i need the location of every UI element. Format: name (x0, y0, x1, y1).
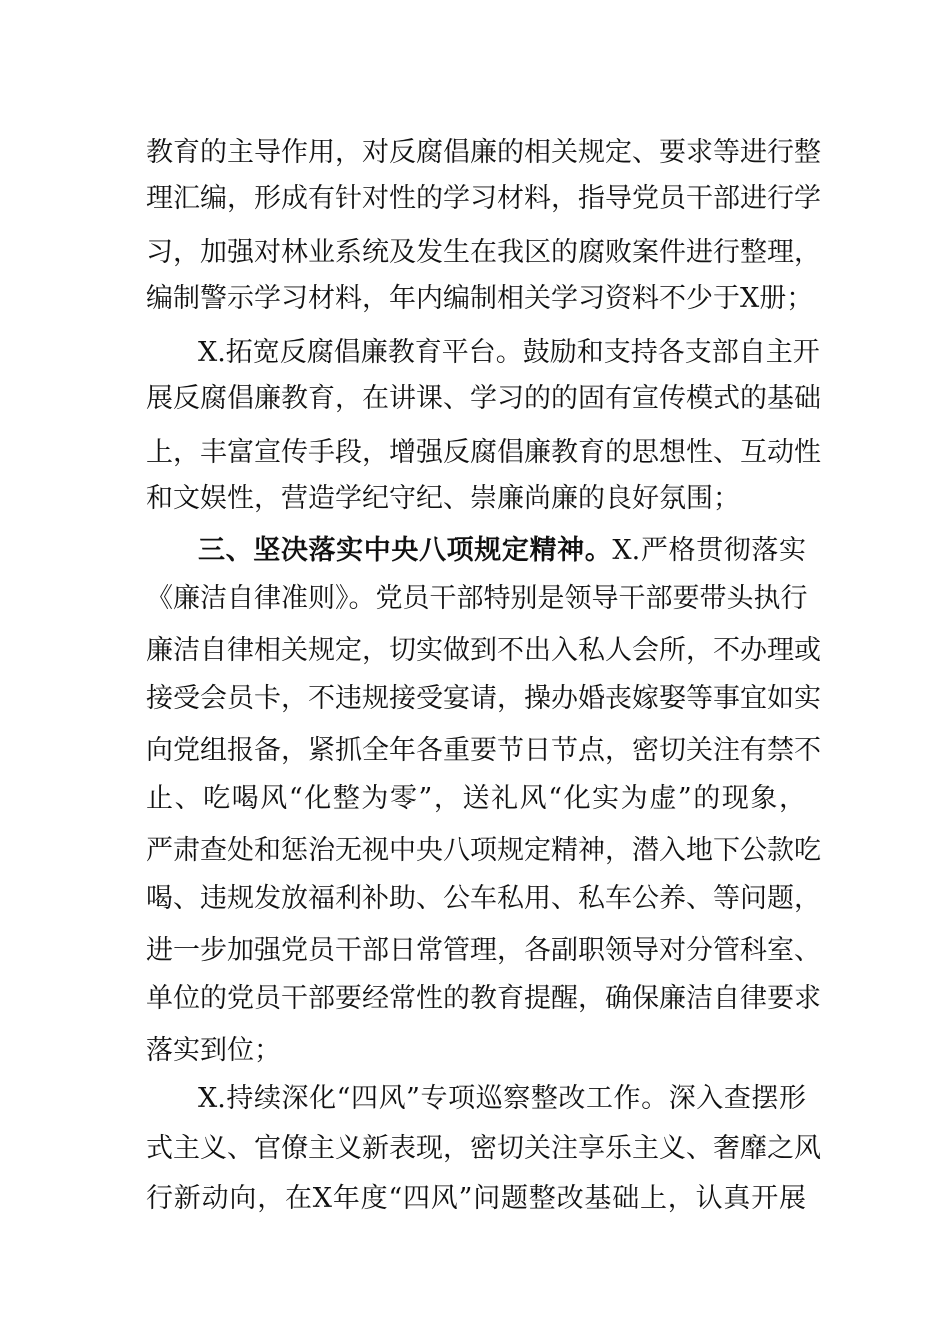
text-line: 止、吃喝风“化整为零”，送礼风“化实为虚”的现象， (146, 783, 806, 814)
text-line: 式主义、官僚主义新表现，密切关注享乐主义、奢靡之风 (146, 1133, 821, 1164)
text-line: 单位的党员干部要经常性的教育提醒，确保廉洁自律要求 (146, 983, 821, 1014)
text-line: 《廉洁自律准则》。党员干部特别是领导干部要带头执行 (146, 583, 808, 614)
text-line: 落实到位； (146, 1035, 281, 1066)
section-heading-line (198, 526, 806, 576)
section-heading: 三、坚决落实中央八项规定精神。 (198, 535, 613, 566)
text-line: 上，丰富宣传手段，增强反腐倡廉教育的思想性、互动性 (146, 437, 821, 468)
text-line: 理汇编，形成有针对性的学习材料，指导党员干部进行学 (146, 183, 821, 214)
text-line: 教育的主导作用，对反腐倡廉的相关规定、要求等进行整 (146, 137, 821, 168)
text-line: 和文娱性，营造学纪守纪、崇廉尚廉的良好氛围； (146, 483, 740, 514)
text-line: 展反腐倡廉教育，在讲课、学习的的固有宣传模式的基础 (146, 383, 821, 414)
text-line: X.持续深化“四风”专项巡察整改工作。深入查摆形 (198, 1083, 806, 1114)
text-line: X.拓宽反腐倡廉教育平台。鼓励和支持各支部自主开 (198, 337, 820, 368)
text-line: 向党组报备，紧抓全年各重要节日节点，密切关注有禁不 (146, 735, 821, 766)
text-line: 习，加强对林业系统及发生在我区的腐败案件进行整理， (146, 237, 821, 268)
text-line: 进一步加强党员干部日常管理，各副职领导对分管科室、 (146, 935, 821, 966)
text-span: X.严格贯彻落实 (612, 535, 806, 566)
text-line: 行新动向，在X年度“四风”问题整改基础上，认真开展 (146, 1183, 806, 1214)
text-line: 接受会员卡，不违规接受宴请，操办婚丧嫁娶等事宜如实 (146, 683, 821, 714)
text-line: 严肃查处和惩治无视中央八项规定精神，潜入地下公款吃 (146, 835, 821, 866)
text-line: 廉洁自律相关规定，切实做到不出入私人会所，不办理或 (146, 635, 821, 666)
text-line: 编制警示学习材料，年内编制相关学习资料不少于X册； (146, 283, 814, 314)
text-line: 喝、违规发放福利补助、公车私用、私车公养、等问题， (146, 883, 821, 914)
